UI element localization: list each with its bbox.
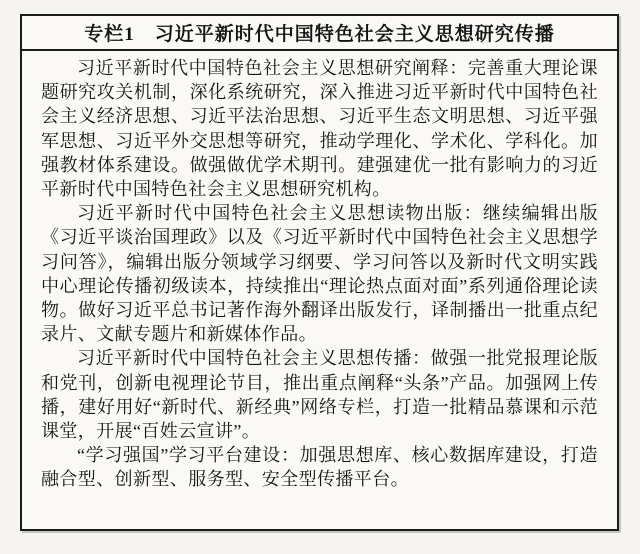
paragraph-readings-publication: 习近平新时代中国特色社会主义思想读物出版：继续编辑出版《习近平谈治国理政》以及《习近平新时代中国特色社会主义思想学习问答》，编辑出版分领域学习纲要、学习问答以及新时代文明实践中心理论传播初级读本，持续推出“理论热点面对面”系列通俗理论读物。做好习近平总书记著作海外翻译出版发行，译制播出一批重点纪录片、文献专题片和新媒体作品。 — [41, 203, 598, 345]
column-title: 专栏1 习近平新时代中国特色社会主义思想研究传播 — [22, 16, 617, 51]
column-box — [20, 14, 619, 531]
paragraph-research-interpretation: 习近平新时代中国特色社会主义思想研究阐释：完善重大理论课题研究攻关机制，深化系统研究，深入推进习近平新时代中国特色社会主义经济思想、习近平法治思想、习近平生态文明思想、习近平强军思想、习近平外交思想等研究，推动学理化、学术化、学科化。加强教材体系建设。做强做优学术期刊。建强建优一批有影响力的习近平新时代中国特色社会主义思想研究机构。 — [41, 58, 598, 200]
paragraph-thought-dissemination: 习近平新时代中国特色社会主义思想传播：做强一批党报理论版和党刊，创新电视理论节目，推出重点阐释“头条”产品。加强网上传播，建好用好“新时代、新经典”网络专栏，打造一批精品慕课和示范课堂，开展“百姓云宣讲”。 — [41, 348, 598, 442]
column-body — [22, 51, 617, 529]
paragraph-xuexi-qiangguo-platform: “学习强国”学习平台建设：加强思想库、核心数据库建设，打造融合型、创新型、服务型、安全型传播平台。 — [41, 445, 598, 490]
